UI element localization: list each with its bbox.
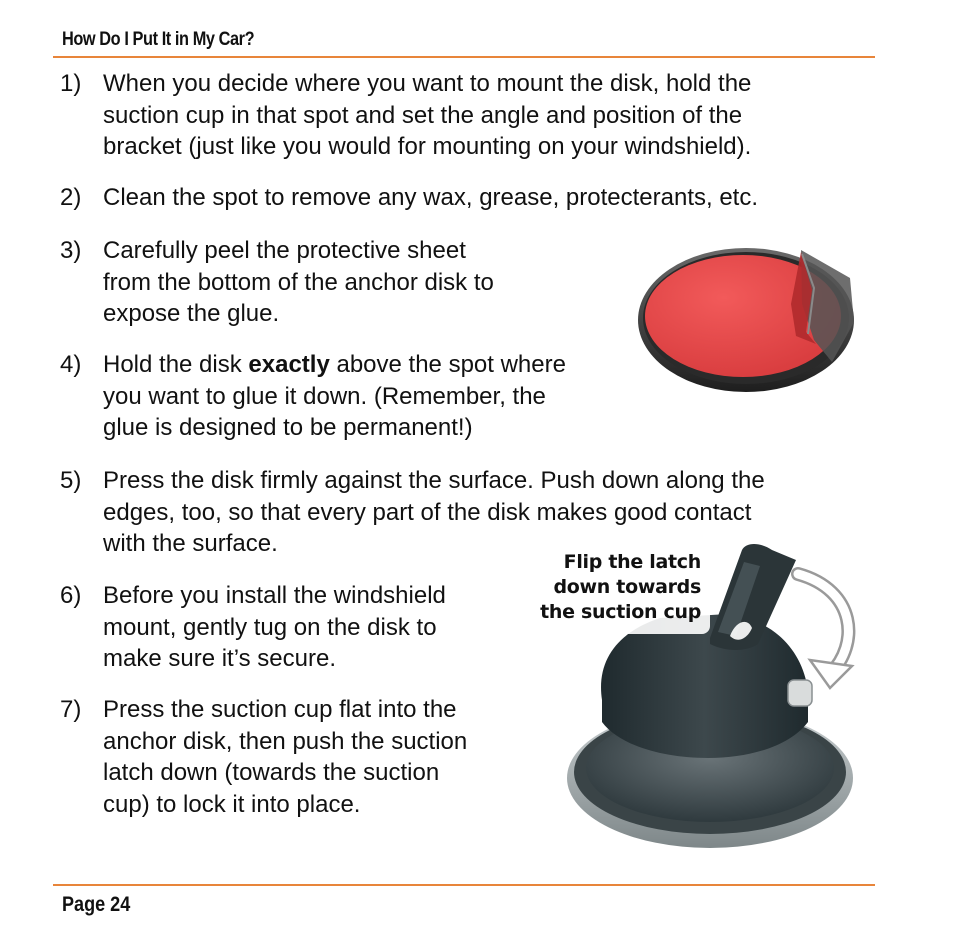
callout-line: the suction cup <box>540 601 701 623</box>
step-line: cup) to lock it into place. <box>103 790 361 818</box>
step-number: 4) <box>60 351 82 378</box>
footer-rule <box>53 884 875 886</box>
step-number: 5) <box>60 467 82 494</box>
step-number: 1) <box>60 70 82 97</box>
step-line: Clean the spot to remove any wax, grease, protecterants, etc. <box>103 184 759 211</box>
callout-line: down towards <box>553 576 701 598</box>
step-line: Press the suction cup flat into the <box>103 696 457 723</box>
header-rule <box>53 56 875 58</box>
callout-line: Flip the latch <box>563 551 701 573</box>
step-line: Press the disk firmly against the surface. Push down along the <box>103 467 765 494</box>
step-line: glue is designed to be permanent!) <box>103 414 473 441</box>
step-line: Hold the disk exactly above the spot where <box>103 351 566 378</box>
step-number: 2) <box>60 184 82 211</box>
step-line: Carefully peel the protective sheet <box>103 237 466 264</box>
step-line: you want to glue it down. (Remember, the <box>103 382 546 410</box>
step-line: mount, gently tug on the disk to <box>103 613 437 641</box>
anchor-disk-image <box>636 244 858 396</box>
step-number: 6) <box>60 582 82 609</box>
step-line: suction cup in that spot and set the angle and position of the <box>103 101 743 129</box>
step-line: anchor disk, then push the suction <box>103 727 468 755</box>
page-heading: How Do I Put It in My Car? <box>62 29 255 50</box>
step-line: with the surface. <box>103 530 278 557</box>
step-line: make sure it’s secure. <box>103 645 336 672</box>
page-number: Page 24 <box>62 893 131 916</box>
latch-callout <box>535 550 701 625</box>
step-line: edges, too, so that every part of the disk makes good contact <box>103 498 752 526</box>
step-line: Before you install the windshield <box>103 582 446 609</box>
step-line: When you decide where you want to mount the disk, hold the <box>103 70 752 97</box>
emphasis-exactly: exactly <box>248 351 330 378</box>
step-line: latch down (towards the suction <box>103 759 440 786</box>
step-number: 3) <box>60 237 82 264</box>
step-line: expose the glue. <box>103 300 280 327</box>
step-line: from the bottom of the anchor disk to <box>103 268 494 296</box>
step-line: bracket (just like you would for mounting on your windshield). <box>103 133 752 160</box>
step-number: 7) <box>60 696 82 723</box>
